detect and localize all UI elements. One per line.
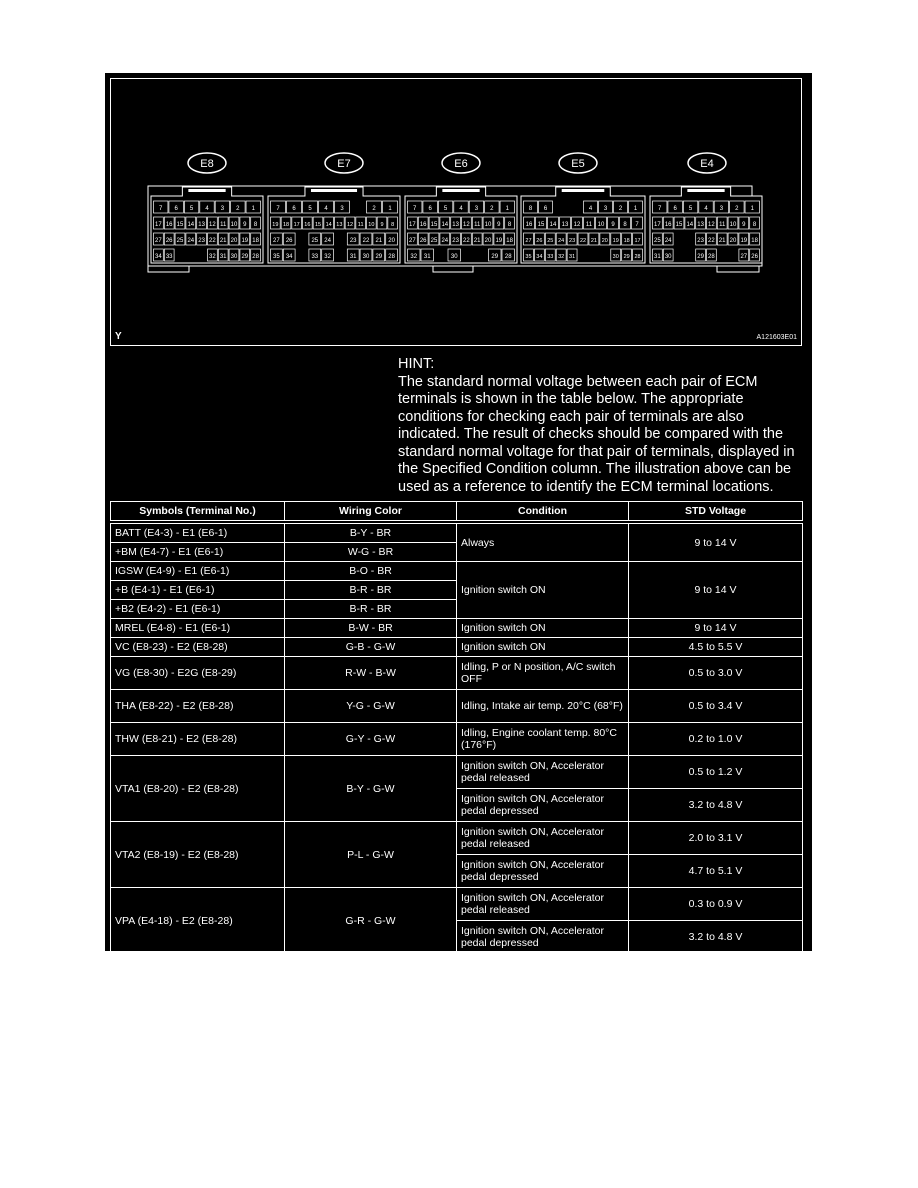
terminal-number: 8 <box>528 206 533 212</box>
terminal-number: 3 <box>603 206 608 212</box>
terminal-number: 13 <box>561 222 569 228</box>
terminal-number: 2 <box>372 206 376 212</box>
voltage-cell: 4.7 to 5.1 V <box>629 855 803 888</box>
terminal-number: 20 <box>729 238 737 244</box>
terminal-number: 15 <box>430 222 438 228</box>
symbol-cell: +BM (E4-7) - E1 (E6-1) <box>111 543 285 562</box>
terminal-number: 19 <box>272 222 279 228</box>
terminal-number: 14 <box>686 222 694 228</box>
terminal-number: 9 <box>243 222 247 228</box>
terminal-number: 26 <box>285 238 293 244</box>
wiring-color-cell: G-Y - G-W <box>285 723 457 756</box>
symbol-cell: BATT (E4-3) - E1 (E6-1) <box>111 522 285 543</box>
connector-key <box>717 266 759 272</box>
terminal-number: 22 <box>362 238 370 244</box>
terminal-number: 35 <box>273 254 280 260</box>
wiring-color-cell: W-G - BR <box>285 543 457 562</box>
terminal-number: 1 <box>750 206 754 212</box>
table-row <box>111 619 803 638</box>
terminal-number: 3 <box>474 206 479 212</box>
document-panel <box>105 73 812 951</box>
terminal-number: 7 <box>635 222 639 228</box>
terminal-number: 22 <box>579 238 587 244</box>
terminal-number: 24 <box>441 238 449 244</box>
wiring-color-cell: B-R - BR <box>285 581 457 600</box>
terminal-number: 15 <box>675 222 683 228</box>
terminal-number: 13 <box>336 222 343 228</box>
terminal-number: 26 <box>536 238 543 244</box>
header-symbols: Symbols (Terminal No.) <box>111 502 285 523</box>
terminal-number: 27 <box>409 238 416 244</box>
voltage-cell: 3.2 to 4.8 V <box>629 921 803 954</box>
voltage-cell: 2.0 to 3.1 V <box>629 822 803 855</box>
terminal-number: 18 <box>751 238 758 244</box>
terminal-number: 16 <box>419 222 427 228</box>
connector-key <box>148 266 189 272</box>
terminal-number: 2 <box>618 206 623 212</box>
terminal-number: 21 <box>590 238 597 244</box>
terminal-number: 34 <box>155 254 162 260</box>
terminal-number: 4 <box>704 206 708 212</box>
terminal-number: 28 <box>388 254 395 260</box>
terminal-number: 10 <box>368 222 375 228</box>
voltage-cell: 0.2 to 1.0 V <box>629 723 803 756</box>
terminal-number: 11 <box>474 222 481 228</box>
terminal-number: 23 <box>349 238 357 244</box>
connector-latch <box>687 189 724 192</box>
terminal-number: 16 <box>304 222 311 228</box>
terminal-number: 29 <box>623 254 630 260</box>
terminal-number: 4 <box>205 206 209 212</box>
terminal-number: 33 <box>311 254 319 260</box>
symbol-cell: VG (E8-30) - E2G (E8-29) <box>111 657 285 690</box>
terminal-number: 2 <box>236 206 240 212</box>
voltage-cell: 9 to 14 V <box>629 619 803 638</box>
terminal-number: 6 <box>543 206 548 212</box>
connector-label: E6 <box>454 158 468 170</box>
terminal-number: 17 <box>634 238 641 244</box>
symbol-cell: +B2 (E4-2) - E1 (E6-1) <box>111 600 285 619</box>
condition-cell: Ignition switch ON <box>457 638 629 657</box>
voltage-cell: 3.2 to 4.8 V <box>629 789 803 822</box>
condition-cell: Idling, Intake air temp. 20°C (68°F) <box>457 690 629 723</box>
terminal-number: 27 <box>740 254 748 260</box>
terminal-number: 23 <box>198 238 205 244</box>
symbol-cell: MREL (E4-8) - E1 (E6-1) <box>111 619 285 638</box>
terminal-number: 34 <box>285 254 293 260</box>
table-row <box>111 756 803 789</box>
terminal-number: 10 <box>729 222 737 228</box>
terminal-number: 27 <box>273 238 280 244</box>
terminal-number: 9 <box>742 222 746 228</box>
terminal-number: 14 <box>549 222 557 228</box>
symbol-cell: VTA2 (E8-19) - E2 (E8-28) <box>111 822 285 888</box>
terminal-number: 7 <box>276 206 280 212</box>
terminal-number: 31 <box>423 254 431 260</box>
connector-label: E8 <box>200 158 214 170</box>
terminal-number: 20 <box>601 238 608 244</box>
voltage-cell: 9 to 14 V <box>629 562 803 619</box>
terminal-number: 10 <box>484 222 492 228</box>
wiring-color-cell: G-B - G-W <box>285 638 457 657</box>
terminal-number: 19 <box>495 238 503 244</box>
terminal-number: 24 <box>187 238 195 244</box>
connector-latch <box>188 189 225 192</box>
wiring-color-cell: P-L - G-W <box>285 822 457 888</box>
terminal-number: 27 <box>155 238 162 244</box>
connector-drawing <box>111 79 801 345</box>
terminal-number: 25 <box>430 238 438 244</box>
terminal-number: 21 <box>473 238 481 244</box>
terminal-number: 25 <box>176 238 184 244</box>
terminal-number: 1 <box>251 206 255 212</box>
terminal-number: 29 <box>375 254 383 260</box>
terminal-number: 1 <box>633 206 638 212</box>
symbol-cell: VC (E8-23) - E2 (E8-28) <box>111 638 285 657</box>
terminal-number: 22 <box>708 238 715 244</box>
terminal-number: 1 <box>388 206 392 212</box>
terminal-number: 9 <box>611 222 615 228</box>
condition-cell: Ignition switch ON, Accelerator pedal depressed <box>457 921 629 954</box>
terminal-number: 5 <box>688 206 693 212</box>
connector-latch <box>311 189 357 192</box>
terminal-number: 8 <box>623 222 627 228</box>
wiring-color-cell: B-Y - G-W <box>285 756 457 822</box>
terminal-number: 1 <box>505 206 509 212</box>
figure-code: A121603E01 <box>756 334 797 341</box>
terminal-number: 19 <box>740 238 748 244</box>
terminal-number: 32 <box>558 254 565 260</box>
terminal-number: 6 <box>174 206 178 212</box>
terminal-number: 31 <box>219 254 227 260</box>
terminal-number: 24 <box>558 238 565 244</box>
wiring-color-cell: R-W - B-W <box>285 657 457 690</box>
voltage-cell: 0.5 to 3.0 V <box>629 657 803 690</box>
terminal-number: 14 <box>187 222 195 228</box>
terminal-number: 30 <box>450 254 458 260</box>
terminal-number: 12 <box>209 222 216 228</box>
terminal-number: 24 <box>324 238 331 244</box>
symbol-cell: VPA (E4-18) - E2 (E8-28) <box>111 888 285 954</box>
wiring-color-cell: G-R - G-W <box>285 888 457 954</box>
terminal-number: 14 <box>325 222 332 228</box>
terminal-number: 5 <box>308 206 312 212</box>
terminal-number: 13 <box>452 222 459 228</box>
terminal-number: 30 <box>612 254 619 260</box>
condition-cell: Ignition switch ON <box>457 562 629 619</box>
terminal-number: 17 <box>409 222 416 228</box>
terminal-number: 12 <box>346 222 354 228</box>
connector-latch <box>442 189 479 192</box>
connector-latch <box>562 189 605 192</box>
terminal-number: 25 <box>311 238 319 244</box>
wiring-color-cell: B-O - BR <box>285 562 457 581</box>
voltage-cell: 9 to 14 V <box>629 522 803 562</box>
terminal-number: 3 <box>719 206 724 212</box>
hint-block <box>398 356 808 496</box>
terminal-number: 3 <box>220 206 225 212</box>
voltage-cell: 4.5 to 5.5 V <box>629 638 803 657</box>
terminal-number: 21 <box>375 238 383 244</box>
connector-label: E4 <box>700 158 714 170</box>
symbol-cell: THW (E8-21) - E2 (E8-28) <box>111 723 285 756</box>
terminal-number: 7 <box>159 206 163 212</box>
table-row <box>111 657 803 690</box>
terminal-number: 20 <box>230 238 238 244</box>
terminal-number: 10 <box>230 222 238 228</box>
condition-cell: Ignition switch ON, Accelerator pedal released <box>457 756 629 789</box>
terminal-number: 22 <box>209 238 216 244</box>
terminal-number: 19 <box>241 238 249 244</box>
header-wiring-color: Wiring Color <box>285 502 457 523</box>
terminal-number: 16 <box>165 222 173 228</box>
condition-cell: Ignition switch ON, Accelerator pedal depressed <box>457 789 629 822</box>
terminal-number: 34 <box>536 254 543 260</box>
terminal-number: 8 <box>391 222 395 228</box>
terminal-number: 18 <box>252 238 259 244</box>
terminal-number: 31 <box>654 254 661 260</box>
hint-body: The standard normal voltage between each pair of ECM terminals is shown in the table below. The appropriate conditions for checking each pair of terminals are also indicated. The result of checks should be compared with the standard normal voltage for that pair of terminals, displayed in the Specified Condition column. The illustration above can be used as a reference to identify the ECM terminal locations. <box>398 373 795 495</box>
wiring-color-cell: Y-G - G-W <box>285 690 457 723</box>
terminal-number: 15 <box>537 222 545 228</box>
terminal-number: 32 <box>209 254 216 260</box>
table-row <box>111 522 803 543</box>
terminal-number: 31 <box>569 254 576 260</box>
table-header-row <box>111 502 803 523</box>
header-std-voltage: STD Voltage <box>629 502 803 523</box>
terminal-number: 29 <box>491 254 499 260</box>
terminal-number: 23 <box>452 238 459 244</box>
terminal-number: 15 <box>176 222 184 228</box>
terminal-number: 25 <box>547 238 554 244</box>
terminal-number: 29 <box>697 254 704 260</box>
terminal-number: 13 <box>697 222 704 228</box>
terminal-number: 11 <box>220 222 227 228</box>
terminal-number: 33 <box>165 254 173 260</box>
terminal-number: 30 <box>362 254 370 260</box>
terminal-voltage-table <box>110 501 803 954</box>
terminal-number: 12 <box>573 222 581 228</box>
terminal-number: 10 <box>597 222 605 228</box>
terminal-number: 21 <box>718 238 726 244</box>
terminal-number: 9 <box>497 222 501 228</box>
condition-cell: Ignition switch ON, Accelerator pedal released <box>457 888 629 921</box>
symbol-cell: +B (E4-1) - E1 (E6-1) <box>111 581 285 600</box>
terminal-number: 27 <box>525 238 532 244</box>
terminal-number: 33 <box>547 254 554 260</box>
terminal-number: 4 <box>459 206 463 212</box>
connector-label: E7 <box>337 158 351 170</box>
terminal-number: 26 <box>751 254 758 260</box>
terminal-number: 4 <box>588 206 593 212</box>
terminal-number: 14 <box>441 222 449 228</box>
terminal-number: 3 <box>340 206 344 212</box>
terminal-number: 2 <box>735 206 739 212</box>
terminal-number: 26 <box>419 238 427 244</box>
condition-cell: Ignition switch ON, Accelerator pedal released <box>457 822 629 855</box>
terminal-number: 11 <box>357 222 364 228</box>
terminal-number: 28 <box>634 254 641 260</box>
terminal-number: 8 <box>752 222 757 228</box>
terminal-number: 8 <box>507 222 512 228</box>
terminal-number: 30 <box>230 254 238 260</box>
terminal-number: 20 <box>484 238 492 244</box>
terminal-number: 21 <box>219 238 227 244</box>
condition-cell: Always <box>457 522 629 562</box>
terminal-number: 18 <box>506 238 513 244</box>
terminal-number: 29 <box>241 254 249 260</box>
table-row <box>111 690 803 723</box>
terminal-number: 28 <box>504 254 512 260</box>
ecm-connector-diagram <box>110 78 802 346</box>
table-row <box>111 723 803 756</box>
symbol-cell: VTA1 (E8-20) - E2 (E8-28) <box>111 756 285 822</box>
hint-title: HINT: <box>398 356 435 372</box>
connector-key <box>433 266 473 272</box>
terminal-number: 17 <box>654 222 661 228</box>
voltage-cell: 0.5 to 1.2 V <box>629 756 803 789</box>
symbol-cell: IGSW (E4-9) - E1 (E6-1) <box>111 562 285 581</box>
terminal-number: 18 <box>623 238 630 244</box>
terminal-number: 28 <box>708 254 715 260</box>
terminal-number: 11 <box>719 222 726 228</box>
condition-cell: Ignition switch ON, Accelerator pedal depressed <box>457 855 629 888</box>
terminal-number: 9 <box>380 222 384 228</box>
terminal-number: 32 <box>324 254 331 260</box>
terminal-number: 30 <box>664 254 672 260</box>
table-row <box>111 888 803 921</box>
terminal-number: 6 <box>428 206 432 212</box>
view-label: Y <box>115 331 122 342</box>
terminal-number: 25 <box>654 238 661 244</box>
terminal-number: 13 <box>198 222 205 228</box>
wiring-color-cell: B-R - BR <box>285 600 457 619</box>
terminal-number: 28 <box>252 254 259 260</box>
table-row <box>111 562 803 581</box>
terminal-number: 23 <box>697 238 704 244</box>
terminal-number: 8 <box>253 222 258 228</box>
terminal-number: 15 <box>314 222 322 228</box>
table-row <box>111 822 803 855</box>
terminal-number: 12 <box>708 222 715 228</box>
terminal-number: 19 <box>612 238 619 244</box>
terminal-number: 17 <box>155 222 162 228</box>
terminal-number: 11 <box>585 222 593 228</box>
symbol-cell: THA (E8-22) - E2 (E8-28) <box>111 690 285 723</box>
terminal-number: 16 <box>664 222 672 228</box>
terminal-number: 16 <box>525 222 533 228</box>
terminal-number: 6 <box>673 206 677 212</box>
terminal-number: 32 <box>410 254 418 260</box>
condition-cell: Idling, P or N position, A/C switch OFF <box>457 657 629 690</box>
terminal-number: 7 <box>658 206 662 212</box>
table-row <box>111 638 803 657</box>
terminal-number: 2 <box>490 206 494 212</box>
terminal-number: 24 <box>664 238 672 244</box>
terminal-number: 17 <box>293 222 300 228</box>
terminal-number: 22 <box>463 238 470 244</box>
terminal-number: 35 <box>525 254 532 260</box>
wiring-color-cell: B-W - BR <box>285 619 457 638</box>
terminal-number: 5 <box>189 206 194 212</box>
terminal-number: 31 <box>349 254 357 260</box>
terminal-number: 23 <box>569 238 576 244</box>
condition-cell: Ignition switch ON <box>457 619 629 638</box>
connector-label: E5 <box>571 158 585 170</box>
terminal-number: 26 <box>165 238 173 244</box>
terminal-number: 20 <box>388 238 395 244</box>
header-condition: Condition <box>457 502 629 523</box>
voltage-cell: 0.3 to 0.9 V <box>629 888 803 921</box>
condition-cell: Idling, Engine coolant temp. 80°C (176°F) <box>457 723 629 756</box>
terminal-number: 12 <box>463 222 470 228</box>
terminal-number: 5 <box>443 206 448 212</box>
wiring-color-cell: B-Y - BR <box>285 522 457 543</box>
terminal-number: 6 <box>292 206 296 212</box>
terminal-number: 7 <box>413 206 417 212</box>
voltage-cell: 0.5 to 3.4 V <box>629 690 803 723</box>
terminal-number: 4 <box>324 206 328 212</box>
terminal-number: 18 <box>282 222 290 228</box>
